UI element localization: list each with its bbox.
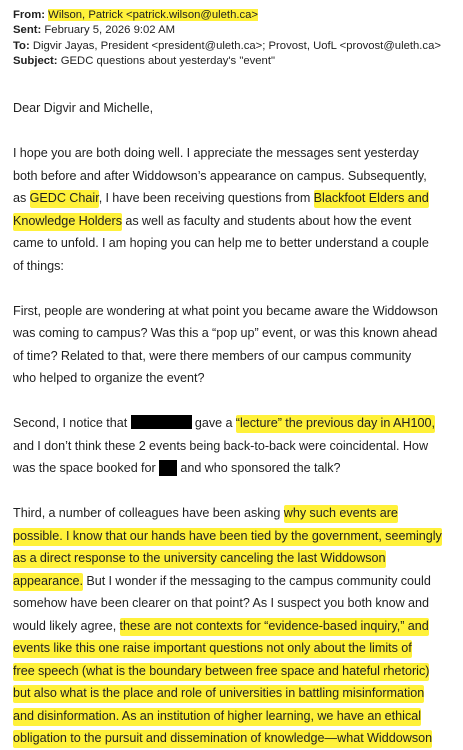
redaction-block: [159, 460, 177, 476]
p4-line-9: [13, 682, 459, 705]
redaction-block: [131, 415, 192, 429]
spacer: [13, 390, 459, 413]
p1-line-4: [13, 210, 459, 233]
highlight-role-of-universities: but also what is the place and role of universities in battling misinformation: [13, 685, 424, 703]
subject-value: GEDC questions about yesterday's "event": [60, 55, 275, 68]
sent-label: Sent:: [13, 24, 42, 37]
sent-row: [13, 23, 441, 38]
p4-line-3: [13, 547, 459, 570]
highlight-lecture: “lecture” the previous day in AH100,: [236, 415, 435, 433]
from-value[interactable]: Wilson, Patrick <patrick.wilson@uleth.ca>: [48, 9, 259, 21]
p1-text: , I have been receiving questions from: [98, 191, 314, 205]
highlight-why-such-events: why such events are: [284, 505, 398, 523]
p3-line-1: [13, 412, 459, 435]
spacer: [13, 277, 459, 300]
sent-value: February 5, 2026 9:02 AM: [44, 24, 176, 37]
p4-text: would likely agree,: [13, 618, 120, 633]
highlight-blackfoot-elders: Blackfoot Elders and: [314, 190, 429, 208]
p1-line-6: of things:: [13, 258, 64, 273]
p1-line-3: [13, 187, 459, 210]
p3-line-2: and I don’t think these 2 events being back-to-back were coincidental. How: [13, 438, 429, 453]
p3-text: and who sponsored the talk?: [177, 461, 341, 475]
p4-line-1: [13, 502, 459, 525]
highlight-gedc-chair: GEDC Chair: [30, 190, 99, 208]
p1-text: as: [13, 191, 30, 205]
email-header: [13, 8, 441, 70]
p2-line-2: was coming to campus? Was this a “pop up” event, or was this known ahead: [13, 326, 438, 340]
highlight-hands-tied: possible. I know that our hands have been tied by the government, seemingly: [13, 528, 442, 546]
p1-line-2: both before and after Widdowson’s appearance on campus. Subsequently,: [13, 168, 427, 183]
p4-text: But I wonder if the messaging to the campus community could: [83, 573, 431, 588]
p3-text: gave a: [191, 416, 236, 430]
greeting: Dear Digvir and Michelle,: [13, 101, 154, 115]
p4-line-10: [13, 705, 459, 728]
p2-line-4: who helped to organize the event?: [13, 371, 205, 385]
p2-line-3: of time? Related to that, were there members of our campus community: [13, 348, 412, 363]
p4-line-7: [13, 637, 459, 660]
p1-line-5: came to unfold. I am hoping you can help me to better understand a couple: [13, 236, 429, 250]
p4-line-2: [13, 525, 459, 548]
p3-line-3: [13, 457, 459, 480]
p1-text: as well as faculty and students about how the event: [122, 213, 412, 228]
p1-line-1: I hope you are both doing well. I appreciate the messages sent yesterday: [13, 146, 419, 160]
p3-text: Second, I notice that: [13, 416, 131, 430]
to-label: To:: [13, 39, 30, 52]
p4-line-4: [13, 570, 459, 593]
spacer: [13, 120, 459, 143]
p4-line-11: [13, 727, 459, 750]
subject-label: Subject:: [13, 55, 58, 68]
highlight-ethical-obligation: obligation to the pursuit and dissemination of knowledge—what Widdowson: [13, 730, 432, 748]
spacer: [13, 480, 459, 503]
to-value[interactable]: Digvir Jayas, President <president@uleth.ca>; Provost, UofL <provost@uleth.ca>: [32, 39, 441, 52]
highlight-events-like-this: events like this one raise important questions not only about the limits of: [13, 640, 412, 658]
p4-line-6: [13, 615, 459, 638]
email-body: [13, 97, 459, 750]
subject-row: [13, 54, 441, 69]
highlight-not-contexts: these are not contexts for “evidence-based inquiry,” and: [120, 618, 429, 636]
highlight-disinformation: and disinformation. As an institution of higher learning, we have an ethical: [13, 708, 421, 726]
from-row: [13, 8, 441, 23]
p3-text: was the space booked for: [13, 461, 160, 475]
p2-line-1: First, people are wondering at what point you became aware the Widdowson: [13, 303, 438, 318]
from-label: From:: [13, 9, 46, 21]
highlight-appearance: appearance.: [13, 573, 83, 591]
p4-text: Third, a number of colleagues have been asking: [13, 506, 284, 520]
highlight-direct-response: as a direct response to the university canceling the last Widdowson: [13, 550, 386, 568]
highlight-free-speech: free speech (what is the boundary between free space and hateful rhetoric): [13, 663, 429, 681]
highlight-knowledge-holders: Knowledge Holders: [13, 213, 122, 231]
p4-line-5: somehow have been clearer on that point? As I suspect you both know and: [13, 596, 430, 610]
to-row: [13, 39, 441, 54]
p4-line-8: [13, 660, 459, 683]
